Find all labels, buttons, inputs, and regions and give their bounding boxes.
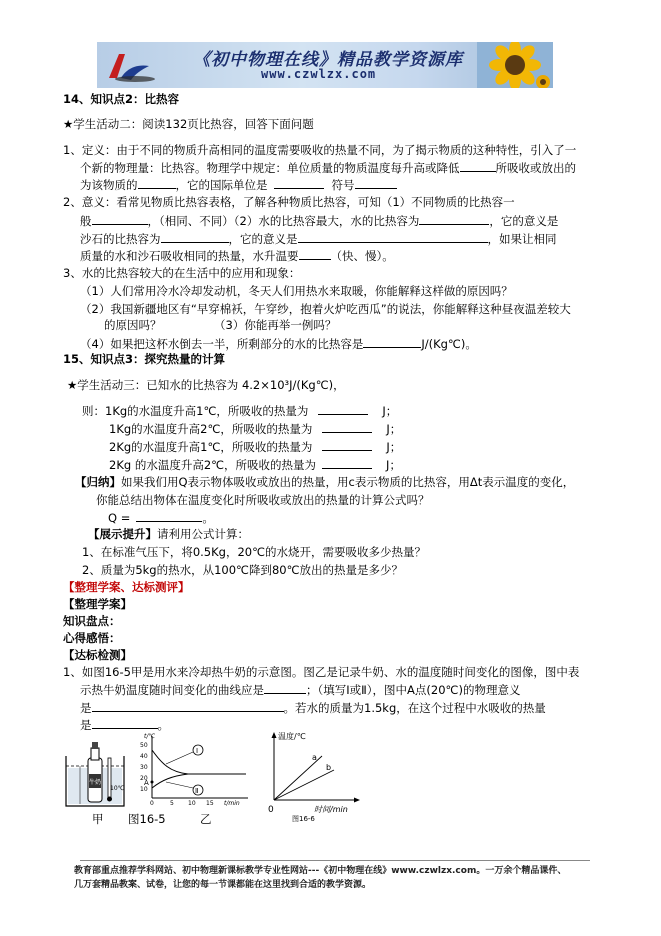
q2-line4: 质量的水和沙石吸收相同的热量，水升温要 （快、慢）。 <box>80 249 394 263</box>
test1-line4: 是 。 <box>80 718 169 732</box>
yi-xtick: 15 <box>206 800 214 806</box>
yi-xtick: t/min <box>224 800 240 806</box>
footer-line-1: 教育部重点推荐学科网站、初中物理新课标教学专业性网站---《初中物理在线》www.czwlzx.com。一万余个精品课件、 <box>74 866 567 876</box>
test1-blank-2[interactable] <box>92 700 284 712</box>
yi-xtick: 0 <box>150 800 154 806</box>
q2-blank-5[interactable] <box>299 248 331 260</box>
q1-line1: 1、定义：由于不同的物质升高相同的温度需要吸收的热量不同，为了揭示物质的这种特性，引入了一 <box>63 143 577 157</box>
q3-item-1: （1）人们常用冷水冷却发动机，冬天人们用热水来取暖，你能解释这样做的原因吗？ <box>80 284 513 298</box>
calc-row-3: 2Kg的水温度升高1℃，所吸收的热量为 J； <box>109 440 402 454</box>
q2-line3: 沙石的比热容为 ，它的意义是 ，如果让相同 <box>80 232 557 246</box>
calc-row-1: 则：1Kg的水温度升高1℃，所吸收的热量为 J； <box>82 404 398 418</box>
g-ylabel: 温度/℃ <box>278 732 306 741</box>
test1-line2: 示热牛奶温度随时间变化的曲线应是 ；（填写Ⅰ或Ⅱ），图中A点(20℃)的物理意义 <box>80 683 521 697</box>
test1-line3: 是 。若水的质量为1.5kg，在这个过程中水吸收的热量 <box>80 701 546 715</box>
site-url[interactable]: www.czwlzx.com <box>261 67 377 81</box>
q3-title: 3、水的比热容较大的在生活中的应用和现象： <box>63 266 301 280</box>
figure-yi-label: 乙 <box>200 812 212 826</box>
q3-item-3: （3）你能再举一例吗？ <box>214 318 337 332</box>
footer-line-2: 几万套精品教案、试卷，让您的每一节课都能在这里找到合适的教学资源。 <box>74 880 372 890</box>
section-15-title: 15、知识点3：探究热量的计算 <box>63 352 226 366</box>
calc-blank-2[interactable] <box>322 421 372 433</box>
formula-blank[interactable] <box>136 510 202 522</box>
sunflower-icon <box>477 42 553 88</box>
yi-xtick: 5 <box>170 800 174 806</box>
q1-blank-3[interactable] <box>274 177 324 189</box>
q3-item-2-cont: 的原因吗？ <box>104 318 162 332</box>
q2-blank-1[interactable] <box>92 213 148 225</box>
calc-blank-1[interactable] <box>318 403 368 415</box>
yi-axis-label: t/℃ <box>144 733 156 740</box>
site-title: 《初中物理在线》精品教学资源库 <box>193 50 463 70</box>
q3-blank-1[interactable] <box>363 336 421 348</box>
yi-tick: 40 <box>140 753 148 760</box>
apply-q1: 1、在标准气压下，将0.5Kg，20℃的水烧开，需要吸收多少热量？ <box>82 545 426 559</box>
g-line-b: b <box>326 763 332 772</box>
q3-item-4: （4）如果把这杯水倒去一半，所剩部分的水的比热容是 J/(Kg℃)。 <box>80 337 477 351</box>
feeling-label: 心得感悟： <box>63 631 121 645</box>
yi-curve-2-label: Ⅱ <box>195 787 199 795</box>
test1-blank-3[interactable] <box>92 717 158 729</box>
yi-tick: 20 <box>140 775 148 782</box>
q2-blank-2[interactable] <box>419 213 489 225</box>
q1-blank-4[interactable] <box>355 177 397 189</box>
q1-line2: 个新的物理量：比热容。物理学中规定：单位质量的物质温度每升高或降低 所吸收或放出的 <box>80 161 576 175</box>
figure-16-6-graph <box>262 730 362 822</box>
q1-line3: 为该物质的 ，它的国际单位是 符号 <box>80 177 397 193</box>
activity-3-intro: ★学生活动三：已知水的比热容为 4.2×10³J/(Kg℃)， <box>67 378 345 392</box>
apply-title: 【展示提升】请利用公式计算： <box>88 527 249 541</box>
water-temp-label: 10℃ <box>110 785 125 792</box>
g-xlabel: 时间/min <box>314 805 348 814</box>
figure-jia-beaker <box>62 738 130 810</box>
g-caption: 图16-6 <box>292 815 315 822</box>
milk-label: 牛奶 <box>88 779 102 786</box>
q1-blank-1[interactable] <box>460 160 496 172</box>
summary-line-1: 【归纳】如果我们用Q表示物体吸收或放出的热量，用c表示物质的比热容，用Δt表示温度的变化， <box>75 475 575 489</box>
calc-row-4: 2Kg 的水温度升高2℃，所吸收的热量为 J； <box>109 458 401 472</box>
test1-blank-1[interactable] <box>264 682 306 694</box>
figure-jia-label: 甲 <box>92 812 104 826</box>
yi-curve-1-label: Ⅰ <box>196 747 199 755</box>
yi-tick: 30 <box>140 764 148 771</box>
site-logo-icon <box>105 48 157 84</box>
knowledge-label: 知识盘点： <box>63 614 121 628</box>
activity-2-intro: ★学生活动二：阅读132页比热容，回答下面问题 <box>63 117 314 131</box>
apply-q2: 2、质量为5kg的热水，从100℃降到80℃放出的热量是多少？ <box>82 563 404 577</box>
q2-line1: 2、意义：看常见物质比热容表格，了解各种物质比热容，可知（1）不同物质的比热容一 <box>63 195 515 209</box>
figure-yi-graph <box>136 732 256 806</box>
g-line-a: a <box>312 753 317 762</box>
g-origin: 0 <box>268 805 274 815</box>
footer-divider <box>80 860 590 861</box>
section-14-title: 14、知识点2：比热容 <box>63 92 180 106</box>
summary-header: 【整理学案、达标测评】 <box>63 580 190 594</box>
organize-label: 【整理学案】 <box>63 597 132 611</box>
q2-blank-4[interactable] <box>298 231 488 243</box>
yi-point-label: A <box>144 779 149 787</box>
calc-blank-3[interactable] <box>322 439 372 451</box>
test-label: 【达标检测】 <box>63 648 132 662</box>
test1-line1: 1、如图16-5甲是用水来冷却热牛奶的示意图。图乙是记录牛奶、水的温度随时间变化的图像，图中表 <box>63 665 580 679</box>
formula-line: Q = 。 <box>108 511 214 525</box>
summary-line-2: 你能总结出物体在温度变化时所吸收或放出的热量的计算公式吗？ <box>96 493 430 507</box>
yi-xtick: 10 <box>188 800 196 806</box>
yi-tick: 10 <box>140 786 148 793</box>
q2-blank-3[interactable] <box>161 231 229 243</box>
q1-blank-2[interactable] <box>138 177 176 189</box>
site-banner <box>97 42 553 88</box>
figure-16-5-caption: 图16-5 <box>128 812 166 826</box>
q3-item-2: （2）我国新疆地区有“早穿棉袄，午穿纱，抱着火炉吃西瓜”的说法，你能解释这种昼夜温差较大 <box>80 302 571 316</box>
yi-tick: 50 <box>140 742 148 749</box>
calc-row-2: 1Kg的水温度升高2℃，所吸收的热量为 J； <box>109 422 402 436</box>
q2-line2: 般 ，（相同、不同）（2）水的比热容最大，水的比热容为 ，它的意义是 <box>80 214 559 228</box>
calc-blank-4[interactable] <box>322 457 372 469</box>
